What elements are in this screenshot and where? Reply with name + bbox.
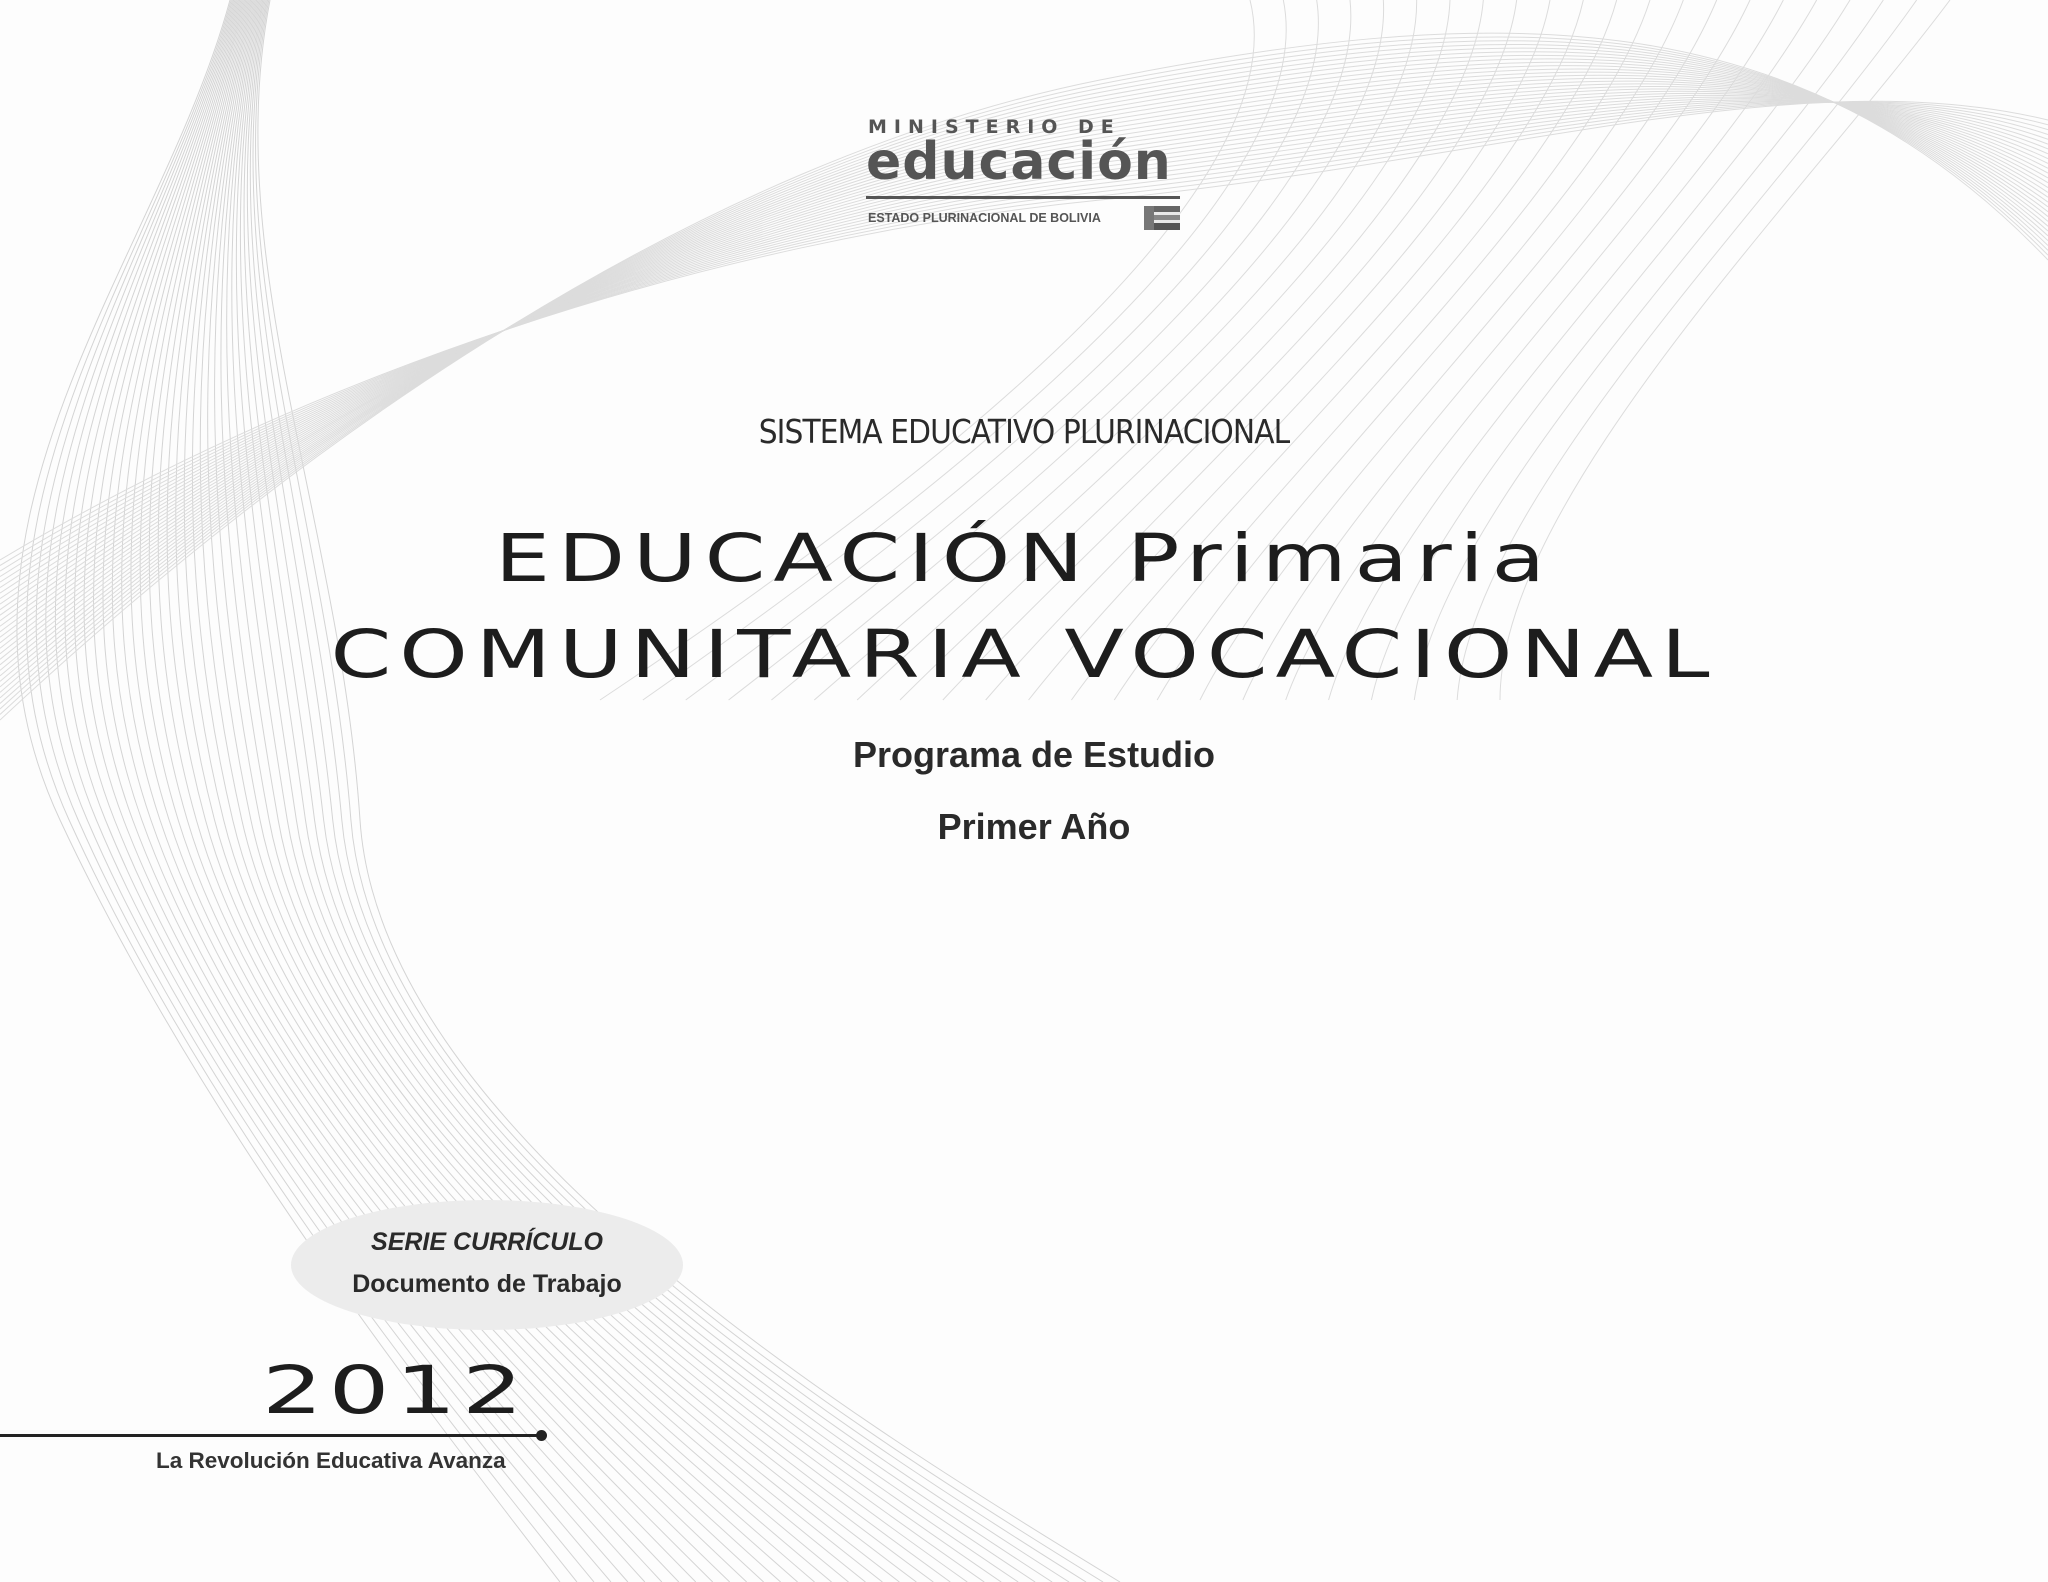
flag-stripes-icon (1144, 206, 1180, 230)
programa-de-estudio-subtitle: Programa de Estudio (852, 734, 1216, 775)
sistema-educativo-heading: SISTEMA EDUCATIVO PLURINACIONAL (758, 412, 1290, 451)
logo-estado-text: ESTADO PLURINACIONAL DE BOLIVIA (868, 211, 1101, 225)
publication-year: 2012 (262, 1352, 529, 1429)
footer-rule (0, 1434, 540, 1437)
serie-title: SERIE CURRÍCULO (371, 1228, 603, 1256)
logo-divider (866, 196, 1180, 199)
logo-ministerio-text: MINISTERIO DE (868, 116, 1121, 138)
footer-slogan: La Revolución Educativa Avanza (156, 1448, 506, 1473)
logo-educacion-wordmark: educación (866, 132, 1172, 192)
main-title-line-2: COMUNITARIA VOCACIONAL (330, 616, 1718, 693)
ministerio-educacion-logo (866, 116, 1184, 234)
serie-curriculo-badge (291, 1200, 683, 1330)
serie-document-type: Documento de Trabajo (352, 1270, 622, 1298)
main-title-line-1: EDUCACIÓN Primaria (494, 520, 1553, 597)
primer-ano-subtitle: Primer Año (937, 806, 1131, 847)
footer-rule-dot (536, 1430, 547, 1441)
